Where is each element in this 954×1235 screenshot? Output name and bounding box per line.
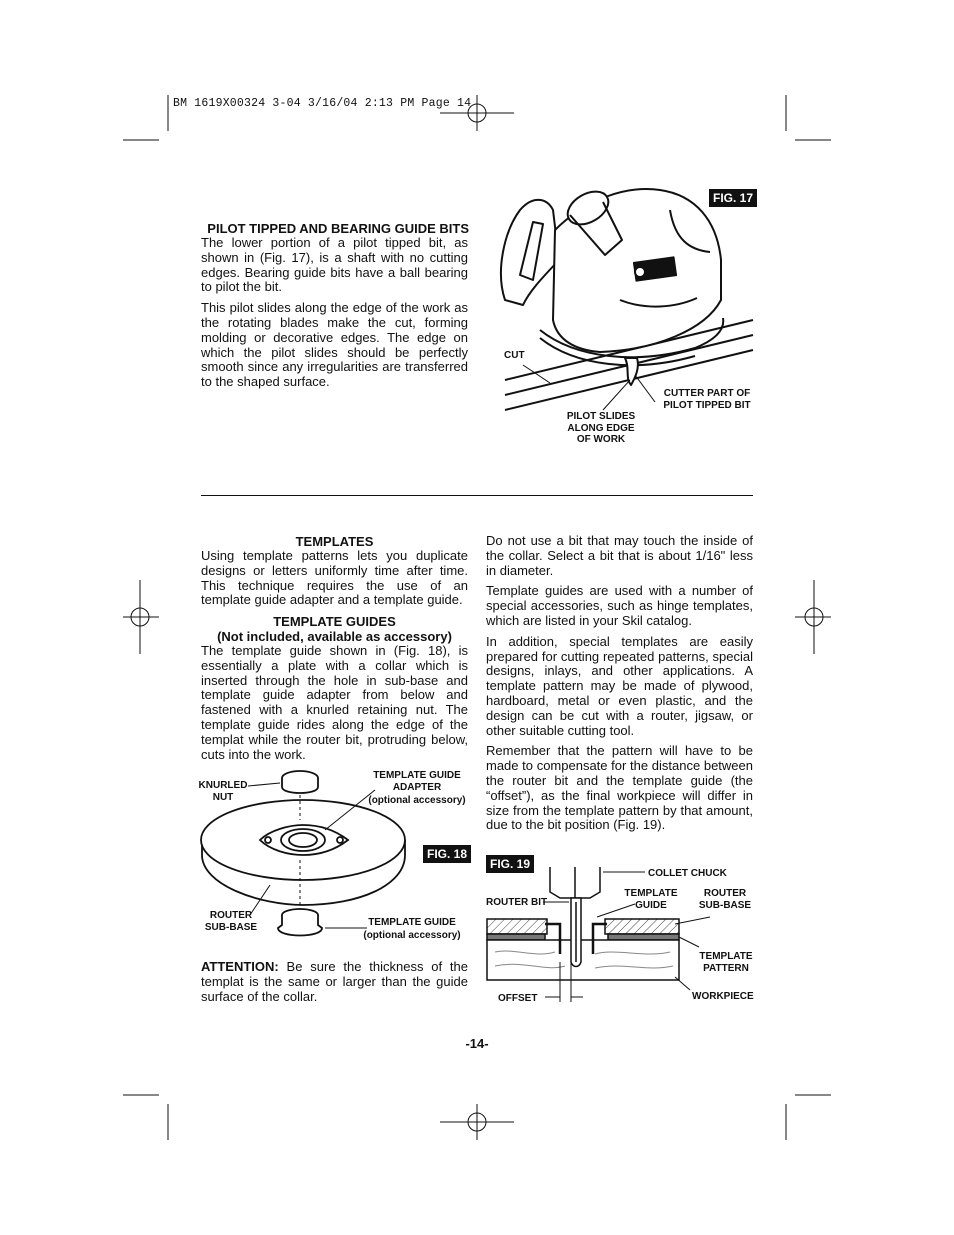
section-heading-templates: TEMPLATES	[295, 534, 374, 549]
fig18-tag: FIG. 18	[423, 845, 471, 863]
section-divider	[201, 495, 753, 496]
attention-text: Be sure the thickness of the templat is the same or larger than the guide surface of the collar.	[201, 959, 468, 1004]
subheading-template-guides: TEMPLATE GUIDES	[273, 614, 396, 629]
fig17-label-cutter: CUTTER PART OF PILOT TIPPED BIT	[663, 388, 751, 411]
paragraph: This pilot slides along the edge of the work as the rotating blades make the cut, forming molding or decorative edges. The edge on which the pilot slides should be perfectly smooth since any irregularities are transferred to the shaped surface.	[201, 300, 468, 390]
section-right-body	[486, 534, 753, 839]
section-pilot-bits-body	[201, 236, 468, 396]
fig17-router-illustration	[485, 180, 765, 420]
fig17-label-cut: CUT	[504, 350, 525, 361]
subheading-accessory-note: (Not included, available as accessory)	[217, 629, 452, 644]
fig18-label-adapter-note: (optional accessory)	[368, 795, 466, 806]
fig19-label-collet: COLLET CHUCK	[648, 868, 727, 879]
fig19-label-pattern: TEMPLATE PATTERN	[699, 951, 753, 974]
print-slug: BM 1619X00324 3-04 3/16/04 2:13 PM Page 14	[173, 97, 472, 110]
fig18-label-knurled-nut: KNURLED NUT	[198, 780, 248, 803]
paragraph: The lower portion of a pilot tipped bit, as shown in (Fig. 17), is a shaft with no cutting edges. Bearing guide bits have a ball bearing to pilot the bit.	[201, 235, 468, 295]
fig18-label-subbase: ROUTER SUB-BASE	[204, 910, 258, 933]
paragraph: Template guides are used with a number of special accessories, such as hinge templates, which are listed in your Skil catalog.	[486, 583, 753, 628]
attention-note	[201, 960, 468, 1004]
fig18-label-guide-note: (optional accessory)	[363, 930, 461, 941]
fig19-offset-illustration	[485, 862, 755, 1002]
fig19-label-offset: OFFSET	[498, 993, 538, 1004]
fig18-label-adapter: TEMPLATE GUIDE ADAPTER	[373, 770, 461, 793]
section-heading-pilot-bits: PILOT TIPPED AND BEARING GUIDE BITS	[207, 221, 469, 236]
fig19-label-router-bit: ROUTER BIT	[486, 897, 548, 908]
fig19-tag: FIG. 19	[486, 855, 534, 873]
paragraph: Using template patterns lets you duplicate designs or letters uniformly time after time. This technique requires the use of an template guide adapter and a template guide.	[201, 548, 468, 608]
fig18-label-guide: TEMPLATE GUIDE	[368, 917, 456, 928]
paragraph: Remember that the pattern will have to be made to compensate for the distance between the router bit and the template guide (the “offset”), as the final workpiece will differ in size from the template pattern by that amount, due to the bit position (Fig. 19).	[486, 743, 753, 833]
fig17-tag: FIG. 17	[709, 189, 757, 207]
fig17-label-pilot: PILOT SLIDES ALONG EDGE OF WORK	[566, 411, 636, 445]
paragraph: The template guide shown in (Fig. 18), is essentially a plate with a collar which is inserted through the hole in sub-base and template guide adapter from below and fastened with a knurled retaining nut. The template guide rides along the edge of the templat while the router bit, protruding below, cuts into the work.	[201, 643, 468, 762]
fig19-label-subbase: ROUTER SUB-BASE	[698, 888, 752, 911]
paragraph: Do not use a bit that may touch the inside of the collar. Select a bit that is about 1/16" less in diameter.	[486, 533, 753, 578]
fig19-label-guide: TEMPLATE GUIDE	[624, 888, 678, 911]
attention-label: ATTENTION:	[201, 959, 279, 974]
fig19-label-workpiece: WORKPIECE	[692, 991, 754, 1002]
paragraph: In addition, special templates are easily prepared for cutting repeated patterns, special designs, inlays, and other applications. A template pattern may be made of plywood, hardboard, metal or even plastic, and the design can be cut with a router, jigsaw, or other suitable cutting tool.	[486, 633, 753, 738]
page-number: -14-	[465, 1036, 489, 1051]
